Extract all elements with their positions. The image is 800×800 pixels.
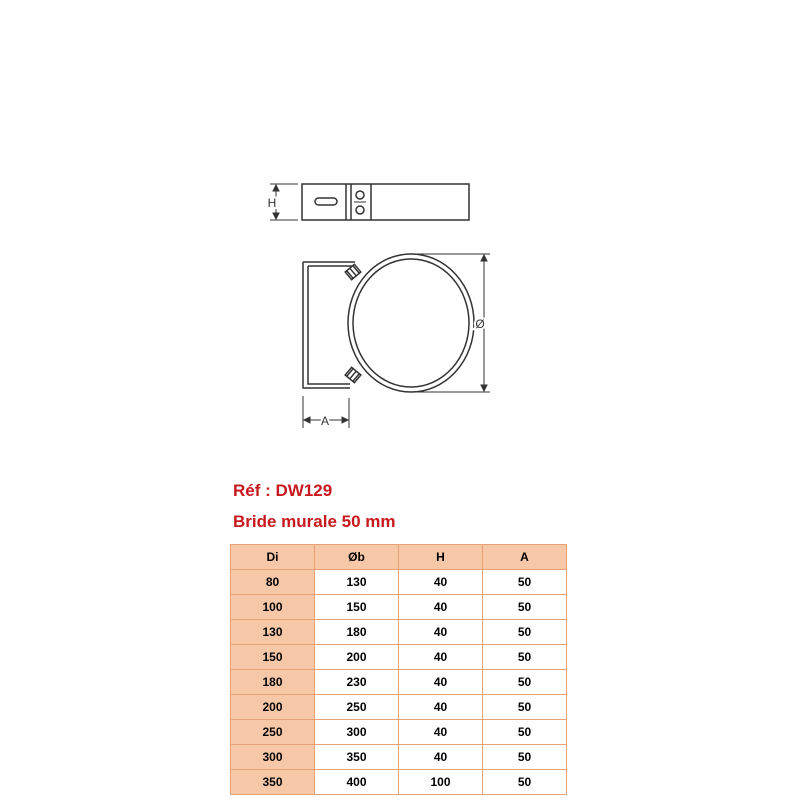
cell-a: 50 — [483, 770, 567, 795]
table-row — [231, 720, 567, 745]
cell-a: 50 — [483, 570, 567, 595]
table-row — [231, 645, 567, 670]
cell-h: 40 — [399, 695, 483, 720]
table-row — [231, 695, 567, 720]
cell-di: 150 — [231, 645, 315, 670]
table-row — [231, 570, 567, 595]
cell-di: 180 — [231, 670, 315, 695]
cell-di: 200 — [231, 695, 315, 720]
product-reference: Réf : DW129 — [233, 481, 333, 500]
cell-di: 80 — [231, 570, 315, 595]
cell-di: 130 — [231, 620, 315, 645]
table-row — [231, 595, 567, 620]
cell-ob: 350 — [315, 745, 399, 770]
cell-ob: 230 — [315, 670, 399, 695]
bracket-front-view — [303, 254, 474, 392]
cell-a: 50 — [483, 695, 567, 720]
cell-h: 40 — [399, 645, 483, 670]
column-header-ob: Øb — [315, 545, 399, 570]
table-row — [231, 670, 567, 695]
table-row — [231, 745, 567, 770]
cell-ob: 200 — [315, 645, 399, 670]
table-header-row — [231, 545, 567, 570]
cell-h: 40 — [399, 745, 483, 770]
product-description: Bride murale 50 mm — [233, 512, 396, 531]
cell-a: 50 — [483, 720, 567, 745]
cell-a: 50 — [483, 595, 567, 620]
cell-ob: 180 — [315, 620, 399, 645]
cell-di: 100 — [231, 595, 315, 620]
cell-a: 50 — [483, 620, 567, 645]
cell-di: 350 — [231, 770, 315, 795]
cell-h: 40 — [399, 620, 483, 645]
dimensions-table — [230, 544, 567, 795]
cell-h: 100 — [399, 770, 483, 795]
cell-h: 40 — [399, 720, 483, 745]
cell-ob: 300 — [315, 720, 399, 745]
cell-a: 50 — [483, 645, 567, 670]
table-row — [231, 770, 567, 795]
cell-h: 40 — [399, 670, 483, 695]
cell-di: 250 — [231, 720, 315, 745]
cell-ob: 130 — [315, 570, 399, 595]
offset-label: A — [320, 414, 330, 428]
column-header-di: Di — [231, 545, 315, 570]
table-row — [231, 620, 567, 645]
cell-ob: 250 — [315, 695, 399, 720]
cell-h: 40 — [399, 595, 483, 620]
cell-a: 50 — [483, 745, 567, 770]
cell-a: 50 — [483, 670, 567, 695]
diameter-label: Ø — [475, 317, 485, 331]
bracket-side-view — [302, 184, 469, 220]
column-header-h: H — [399, 545, 483, 570]
cell-ob: 400 — [315, 770, 399, 795]
height-label: H — [267, 196, 277, 210]
cell-h: 40 — [399, 570, 483, 595]
cell-ob: 150 — [315, 595, 399, 620]
cell-di: 300 — [231, 745, 315, 770]
column-header-a: A — [483, 545, 567, 570]
